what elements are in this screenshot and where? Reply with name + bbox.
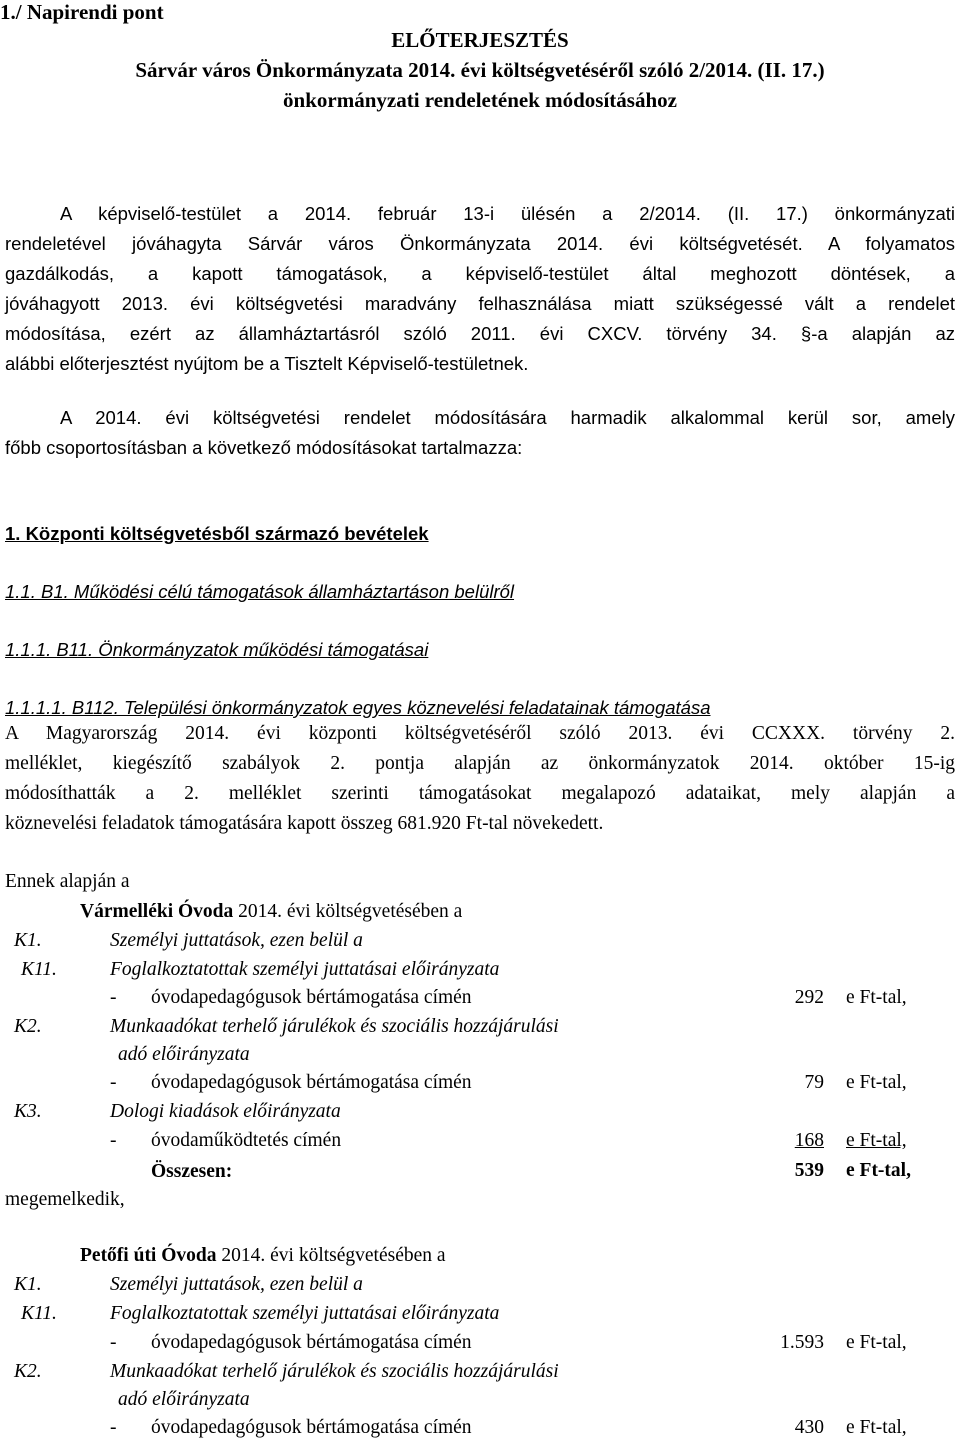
block2-institution-name: Petőfi úti Óvoda [80, 1245, 217, 1266]
document-subtitle-line2: önkormányzati rendeletének módosításához [283, 88, 677, 112]
block1-k2-desc: Munkaadókat terhelő járulékok és szociális hozzájárulási [110, 1016, 559, 1037]
block1-row3-amount: 168 [794, 1130, 824, 1151]
section-1-title: 1. Központi költségvetésből származó bevételek [5, 523, 429, 544]
block2-k11-desc: Foglalkoztatottak személyi juttatásai előirányzata [110, 1303, 500, 1324]
block2-row2-unit: e Ft-tal, [846, 1417, 907, 1438]
agenda-item: 1./ Napirendi pont [0, 0, 164, 24]
block2-k2-desc: Munkaadókat terhelő járulékok és szociális hozzájárulási [110, 1361, 559, 1382]
intro-line-4: jóváhagyott 2013. évi költségvetési maradvány felhasználása miatt szükségessé vált a rendelet [5, 293, 955, 314]
intro-line-6: alábbi előterjesztést nyújtom be a Tisztelt Képviselő-testületnek. [5, 353, 529, 374]
block1-row3-unit: e Ft-tal, [846, 1130, 907, 1151]
block1-k11-desc: Foglalkoztatottak személyi juttatásai előirányzata [110, 959, 500, 980]
document-subtitle-line1: Sárvár város Önkormányzata 2014. évi költségvetéséről szóló 2/2014. (II. 17.) [135, 58, 825, 82]
block1-k3-code: K3. [14, 1101, 42, 1122]
dash-marker: - [110, 1072, 117, 1093]
block1-row1 [110, 987, 472, 1009]
block1-row2-amount: 79 [804, 1072, 824, 1093]
block2-row2-amount: 430 [794, 1417, 824, 1438]
block1-closing: megemelkedik, [5, 1189, 125, 1210]
block2-k11-code: K11. [21, 1303, 57, 1324]
block1-k1-desc: Személyi juttatások, ezen belül a [110, 930, 363, 951]
section-body-line-2: melléklet, kiegészítő szabályok 2. pontja alapján az önkormányzatok 2014. október 15-ig [5, 753, 955, 774]
intro-line-1: A képviselő-testület a 2014. február 13-i ülésén a 2/2014. (II. 17.) önkormányzati [60, 203, 955, 224]
block1-k11-code: K11. [21, 959, 57, 980]
block1-k1-code: K1. [14, 930, 42, 951]
block1-institution-name: Vármelléki Óvoda [80, 901, 234, 922]
block1-k2-code: K2. [14, 1016, 42, 1037]
block1-row1-amount: 292 [794, 987, 824, 1008]
block2-row1-text: óvodapedagógusok bértámogatása címén [151, 1332, 472, 1353]
block1-total-amount: 539 [794, 1160, 824, 1181]
intro-line-3: gazdálkodás, a kapott támogatások, a képviselő-testület által meghozott döntések, a [5, 263, 955, 284]
dash-marker: - [110, 1332, 117, 1353]
block1-institution-suffix: 2014. évi költségvetésében a [238, 901, 463, 922]
block1-row1-text: óvodapedagógusok bértámogatása címén [151, 987, 472, 1008]
block2-k1-code: K1. [14, 1274, 42, 1295]
block1-total-label: Összesen: [151, 1161, 233, 1182]
section-body-line-3: módosíthatták a 2. melléklet szerinti támogatásokat megalapozó adataikat, mely alapján a [5, 783, 955, 804]
block2-row2-text: óvodapedagógusok bértámogatása címén [151, 1417, 472, 1438]
section-1-1-1-heading: 1.1.1. B11. Önkormányzatok működési támogatásai [5, 639, 429, 660]
section-1-1-heading: 1.1. B1. Működési célú támogatások államháztartáson belülről [5, 581, 515, 602]
intro2-line-1: A 2014. évi költségvetési rendelet módosítására harmadik alkalommal kerül sor, amely [60, 407, 955, 428]
block1-row3 [110, 1130, 342, 1152]
dash-marker: - [110, 987, 117, 1008]
block1-k2-desc-cont: adó előirányzata [118, 1044, 250, 1065]
block2-row1-amount: 1.593 [780, 1332, 824, 1353]
block1-institution-line [80, 900, 462, 924]
block2-row2 [110, 1417, 472, 1439]
document-title: ELŐTERJESZTÉS [391, 28, 569, 52]
dash-marker: - [110, 1130, 117, 1151]
block1-total-unit: e Ft-tal, [846, 1160, 911, 1181]
block1-row2-text: óvodapedagógusok bértámogatása címén [151, 1072, 472, 1093]
intro2-line-2: főbb csoportosításban a következő módosításokat tartalmazza: [5, 437, 523, 458]
section-body-line-1: A Magyarország 2014. évi központi költségvetéséről szóló 2013. évi CCXXX. törvény 2. [5, 723, 955, 744]
block2-institution-suffix: 2014. évi költségvetésében a [221, 1245, 446, 1266]
block1-row2-unit: e Ft-tal, [846, 1072, 907, 1093]
block2-row1 [110, 1332, 472, 1354]
section-1-1-1-1-heading: 1.1.1.1. B112. Települési önkormányzatok egyes köznevelési feladatainak támogatása [5, 697, 711, 718]
block2-k2-desc-cont: adó előirányzata [118, 1389, 250, 1410]
block1-row2 [110, 1072, 472, 1094]
block2-institution-line [80, 1244, 446, 1268]
intro-line-2: rendeletével jóváhagyta Sárvár város Önkormányzata 2014. évi költségvetését. A folyamatos [5, 233, 955, 254]
block2-k1-desc: Személyi juttatások, ezen belül a [110, 1274, 363, 1295]
block1-row3-text: óvodaműködtetés címén [151, 1130, 342, 1151]
dash-marker: - [110, 1417, 117, 1438]
block1-k3-desc: Dologi kiadások előirányzata [110, 1101, 341, 1122]
section-body-line-4: köznevelési feladatok támogatására kapott összeg 681.920 Ft-tal növekedett. [5, 813, 604, 834]
intro-line-5: módosítása, ezért az államháztartásról szóló 2011. évi CXCV. törvény 34. §-a alapján az [5, 323, 955, 344]
basis-text: Ennek alapján a [5, 871, 130, 892]
block1-row1-unit: e Ft-tal, [846, 987, 907, 1008]
block2-row1-unit: e Ft-tal, [846, 1332, 907, 1353]
block2-k2-code: K2. [14, 1361, 42, 1382]
